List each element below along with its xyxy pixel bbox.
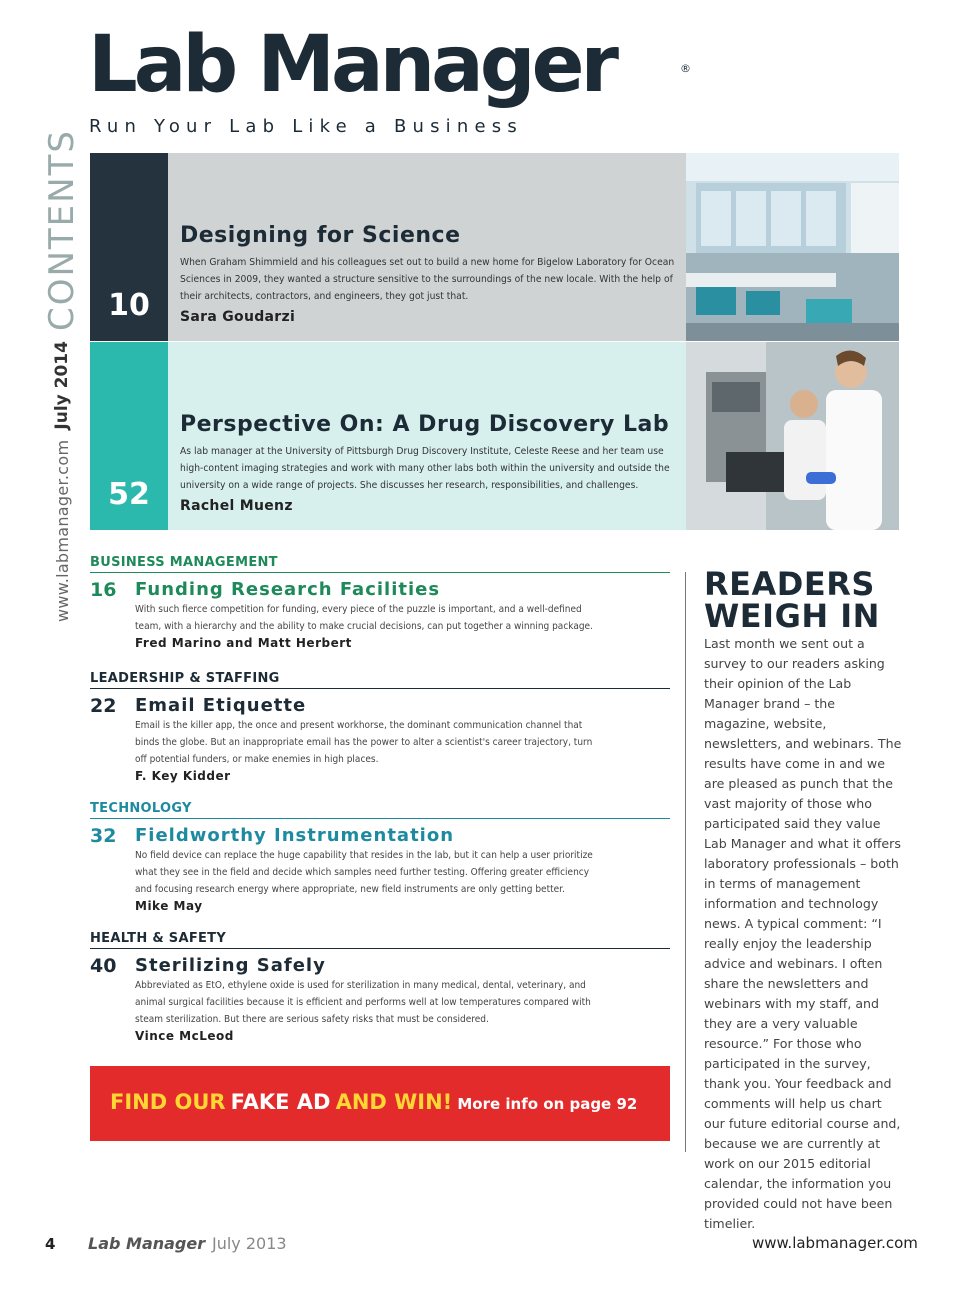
article-description: Email is the killer app, the once and present workhorse, the dominant communication channel that binds the globe. But an inappropriate email has the power to alter a scientist's career trajectory, turn off potential funders, or make enemies in high places.	[135, 720, 593, 765]
article-author: Vince McLeod	[135, 1029, 234, 1043]
column-divider	[685, 572, 686, 1152]
feature-author: Sara Goudarzi	[180, 309, 296, 325]
article-author: F. Key Kidder	[135, 769, 231, 783]
feature-title: Designing for Science	[180, 223, 461, 248]
registered-mark: ®	[680, 62, 691, 75]
ad-text-find-our: FIND OUR	[110, 1090, 226, 1114]
feature-page-number: 52	[108, 477, 150, 512]
fake-ad-contest-banner[interactable]	[90, 1066, 670, 1141]
section-business-management	[90, 555, 670, 650]
readers-weigh-in-body: Last month we sent out a survey to our readers asking their opinion of the Lab Manager brand – the magazine, website, newsletters, and webinars. The results have come in and we are pleased as punch that the vast majority of those who participated said they value Lab Manager and what it offers laboratory professionals – both in terms of management information and technology news. A typical comment: “I really enjoy the leadership advice and webinars. I often share the newsletters and webinars with my staff, and they are a very valuable resource.” For those who participated in the survey, thank you. Your feedback and comments will help us chart our future editorial course and, because we are currently at work on our 2015 editorial calendar, the information you provided could not have been timelier.	[704, 636, 902, 1231]
section-technology	[90, 801, 670, 913]
article-page-number: 16	[90, 579, 117, 601]
side-date: July 2014	[52, 341, 72, 430]
feature-description: When Graham Shimmield and his colleagues set out to build a new home for Bigelow Laboratory for Ocean Sciences in 2009, they wanted a structure sensitive to the surroundings of the new locale. With the help of their architects, contractors, and engineers, they got just that.	[180, 257, 675, 302]
feature-author: Rachel Muenz	[180, 498, 293, 514]
article-title: Fieldworthy Instrumentation	[135, 825, 455, 846]
heading-line: READERS	[704, 565, 875, 603]
article-page-number: 32	[90, 825, 117, 847]
magazine-logo: Lab Manager	[88, 20, 615, 110]
side-label	[42, 129, 82, 622]
feature-drug-discovery-lab[interactable]	[90, 342, 686, 530]
article-title: Email Etiquette	[135, 695, 307, 716]
footer-page-number: 4	[45, 1235, 56, 1253]
article-title: Funding Research Facilities	[135, 579, 441, 600]
ad-text-fake-ad: FAKE AD	[230, 1090, 331, 1114]
article-author: Fred Marino and Matt Herbert	[135, 636, 352, 650]
feature-number-block	[90, 153, 168, 341]
footer-website-link[interactable]: www.labmanager.com	[752, 1234, 918, 1252]
section-heading: LEADERSHIP & STAFFING	[90, 671, 670, 689]
article-page-number: 22	[90, 695, 117, 717]
section-heading: TECHNOLOGY	[90, 801, 670, 819]
section-leadership-staffing	[90, 671, 670, 783]
scientists-photo	[686, 342, 899, 530]
feature-title: Perspective On: A Drug Discovery Lab	[180, 412, 670, 437]
tagline: Run Your Lab Like a Business	[89, 116, 523, 137]
article-page-number: 40	[90, 955, 117, 977]
article-link[interactable]	[90, 825, 670, 847]
article-author: Mike May	[135, 899, 203, 913]
article-link[interactable]	[90, 695, 670, 717]
side-url: www.labmanager.com	[52, 439, 72, 622]
feature-description: As lab manager at the University of Pittsburgh Drug Discovery Institute, Celeste Reese and her team use high-content imaging strategies and work with many other labs both within the university and outside the university on a wide range of projects. She discusses her research, responsibilities, and challenges.	[180, 446, 670, 491]
side-contents-heading: CONTENTS	[42, 129, 82, 332]
feature-designing-for-science[interactable]	[90, 153, 686, 341]
article-description: With such fierce competition for funding, every piece of the puzzle is important, and a well-defined team, with a hierarchy and the ability to make crucial decisions, can put together a winning package.	[135, 604, 593, 632]
footer-magazine-name: Lab Manager	[88, 1234, 206, 1253]
heading-line: WEIGH IN	[704, 597, 880, 635]
ad-text-and-win: AND WIN!	[335, 1090, 453, 1114]
article-title: Sterilizing Safely	[135, 955, 326, 976]
section-health-safety	[90, 931, 670, 1043]
ad-text-more-info: More info on page 92	[457, 1095, 638, 1113]
section-heading: BUSINESS MANAGEMENT	[90, 555, 670, 573]
section-heading: HEALTH & SAFETY	[90, 931, 670, 949]
article-description: No field device can replace the huge capability that resides in the lab, but it can help a user prioritize what they see in the field and decide which samples need further testing. Offering greater efficiency and focusing research energy where appropriate, new field instruments are only getting better.	[135, 850, 593, 895]
article-description: Abbreviated as EtO, ethylene oxide is used for sterilization in many medical, dental, veterinary, and animal surgical facilities because it is efficient and performs well at low temperatures compared with steam sterilization. But there are serious safety risks that must be considered.	[135, 980, 591, 1025]
article-link[interactable]	[90, 579, 670, 601]
footer-issue-date: July 2013	[212, 1234, 287, 1253]
lab-interior-photo	[686, 153, 899, 341]
feature-number-block	[90, 342, 168, 530]
feature-page-number: 10	[108, 288, 150, 323]
readers-weigh-in-heading	[704, 565, 894, 635]
article-link[interactable]	[90, 955, 670, 977]
